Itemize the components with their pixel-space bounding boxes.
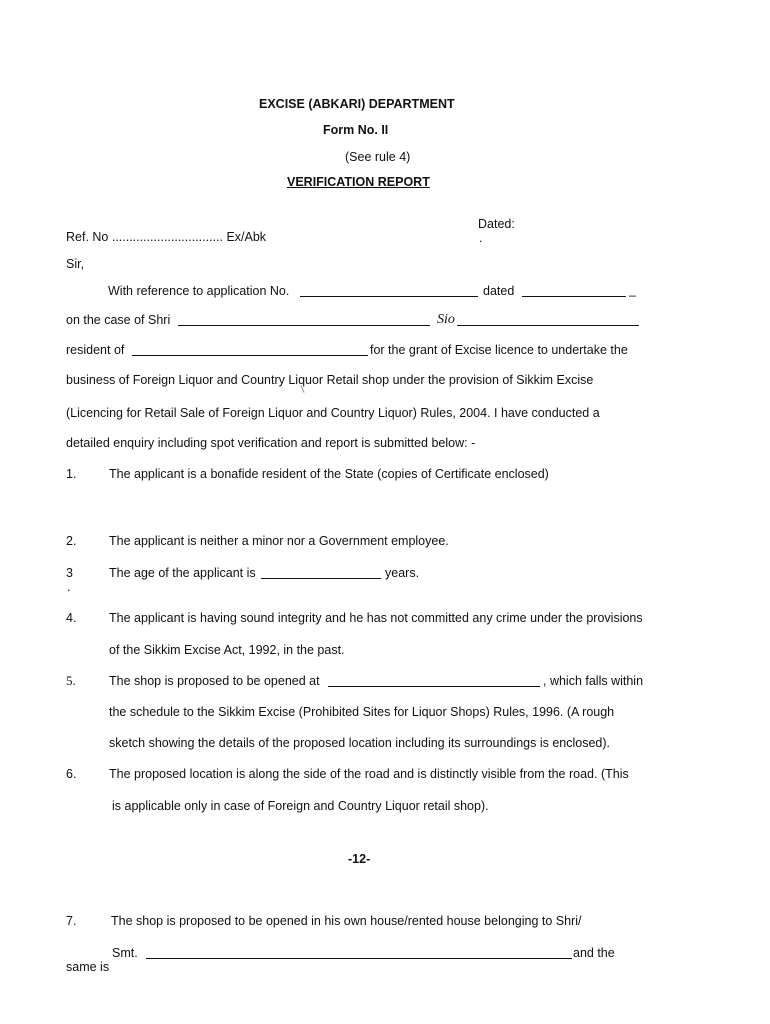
sio-name-blank[interactable]: [457, 325, 639, 326]
resident-of-label: resident of: [66, 343, 125, 357]
item-6-number: 6.: [66, 767, 77, 781]
item-1-text: The applicant is a bonafide resident of the State (copies of Certificate enclosed): [109, 467, 549, 481]
item-7-text-line-1: The shop is proposed to be opened in his own house/rented house belonging to Shri/: [111, 914, 582, 928]
item-4-number: 4.: [66, 611, 77, 625]
item-6-text-line-2: is applicable only in case of Foreign and Country Liquor retail shop).: [112, 799, 489, 813]
years-label: years.: [385, 566, 420, 580]
item-3-number: 3: [66, 566, 73, 580]
report-title: VERIFICATION REPORT: [287, 175, 430, 189]
application-ref-label: With reference to application No.: [108, 284, 290, 298]
underscore-mark: _: [629, 283, 636, 297]
item-4-text-line-2: of the Sikkim Excise Act, 1992, in the past.: [109, 643, 345, 657]
form-number: Form No. II: [323, 123, 389, 137]
shop-location-blank[interactable]: [328, 686, 540, 687]
same-is-text: same is: [66, 960, 110, 974]
ref-number: Ref. No ................................ Ex/Abk: [66, 230, 267, 244]
item-6-text-line-1: The proposed location is along the side of the road and is distinctly visible from the road. (This: [109, 767, 629, 781]
item-5-text-line-2: the schedule to the Sikkim Excise (Prohibited Sites for Liquor Shops) Rules, 1996. (A rough: [109, 705, 615, 719]
and-the-text: and the: [573, 946, 615, 960]
licence-purpose-text: for the grant of Excise licence to undertake the: [370, 343, 628, 357]
item-7-number: 7.: [66, 914, 77, 928]
smt-label: Smt.: [112, 946, 138, 960]
item-4-text-line-1: The applicant is having sound integrity and he has not committed any crime under the provisions: [109, 611, 643, 625]
shri-name-blank[interactable]: [178, 325, 430, 326]
dated-label: Dated:: [478, 217, 515, 231]
intro-paragraph-line-6: detailed enquiry including spot verification and report is submitted below: -: [66, 436, 476, 450]
case-of-shri-label: on the case of Shri: [66, 313, 171, 327]
intro-paragraph-line-5: (Licencing for Retail Sale of Foreign Liquor and Country Liquor) Rules, 2004. I have conducted a: [66, 406, 600, 420]
dated-dot: .: [479, 231, 483, 245]
applicant-age-blank[interactable]: [261, 578, 381, 579]
dated-field-label: dated: [483, 284, 515, 298]
page-marker: -12-: [348, 852, 371, 866]
department-heading: EXCISE (ABKARI) DEPARTMENT: [259, 97, 455, 111]
item-5-text-line-3: sketch showing the details of the proposed location including its surroundings is enclosed).: [109, 736, 610, 750]
intro-paragraph-line-4: business of Foreign Liquor and Country Liquor Retail shop under the provision of Sikkim Excise: [66, 373, 594, 387]
item-2-number: 2.: [66, 534, 77, 548]
see-rule-note: (See rule 4): [345, 150, 411, 164]
item-5-number: 5.: [66, 673, 76, 688]
application-date-blank[interactable]: [522, 296, 626, 297]
item-2-text: The applicant is neither a minor nor a Government employee.: [109, 534, 449, 548]
item-5-text-line-1: The shop is proposed to be opened at: [109, 674, 320, 688]
sio-label: Sio: [437, 312, 455, 327]
salutation: Sir,: [66, 257, 85, 271]
item-5-falls-within: , which falls within: [543, 674, 644, 688]
resident-place-blank[interactable]: [132, 355, 368, 356]
item-1-number: 1.: [66, 467, 77, 481]
item-3-dot: .: [67, 580, 71, 594]
application-number-blank[interactable]: [300, 296, 478, 297]
item-3-text: The age of the applicant is: [109, 566, 256, 580]
owner-name-blank[interactable]: [146, 958, 572, 959]
